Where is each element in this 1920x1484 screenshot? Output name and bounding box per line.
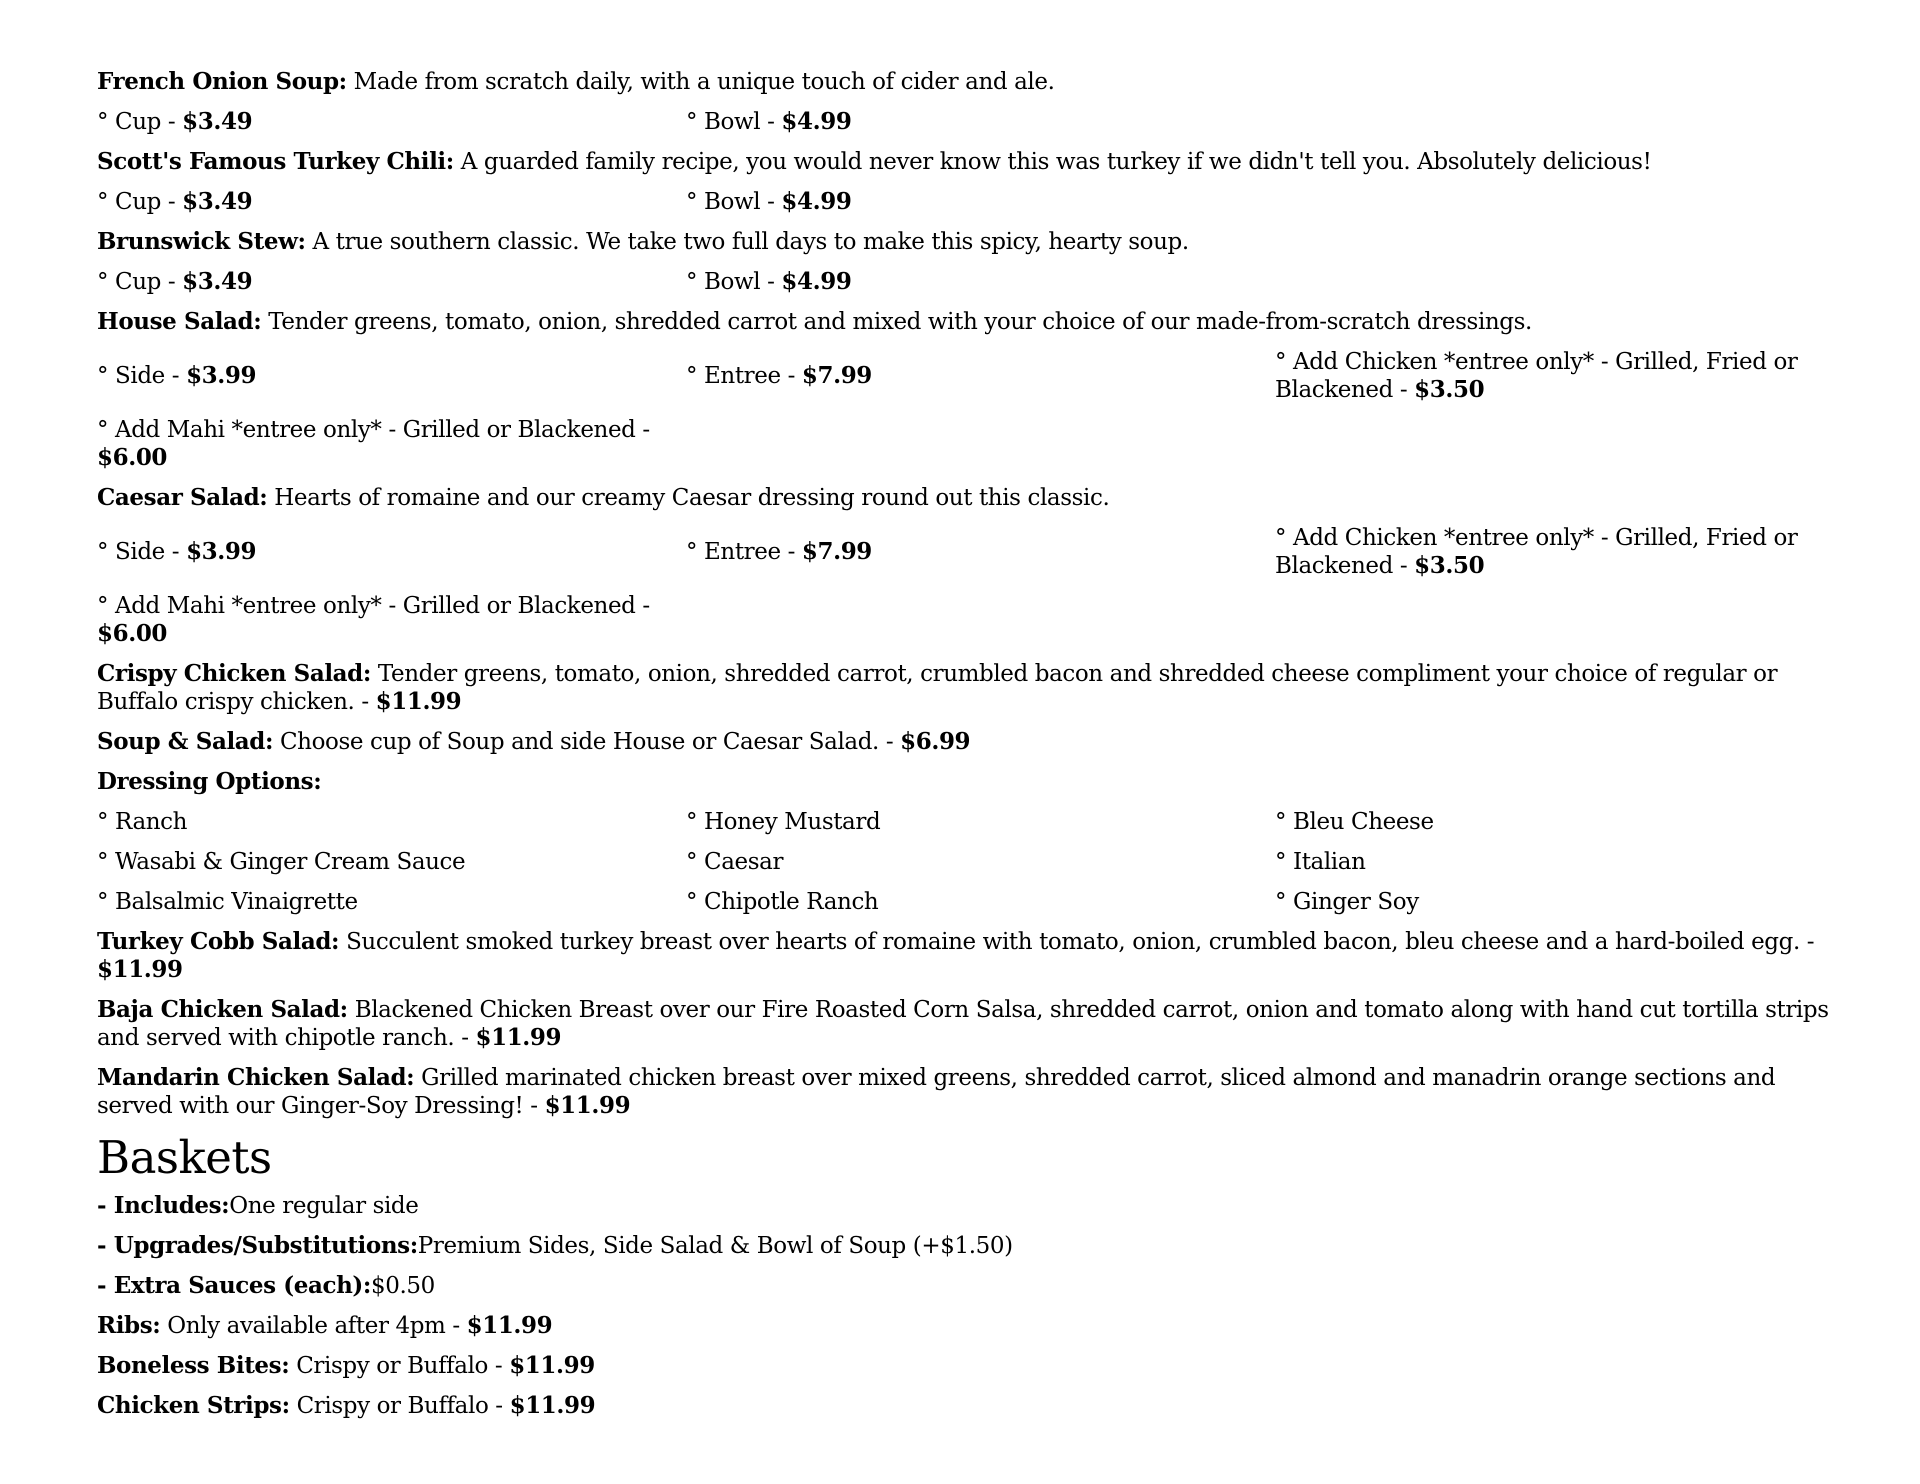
item-description: Grilled marinated chicken breast over mixed greens, shredded carrot, sliced almond and manadrin orange sections and served with our Ginger-Soy Dressing! - <box>97 1065 1776 1119</box>
dressing-option <box>686 888 1275 916</box>
item-price: $6.99 <box>900 728 971 755</box>
item-description: Choose cup of Soup and side House or Caesar Salad. - <box>279 729 901 755</box>
dressing-list <box>97 888 1837 916</box>
item-name: Mandarin Chicken Salad: <box>97 1064 415 1091</box>
option-cup <box>97 268 686 296</box>
item-price: $11.99 <box>509 1392 596 1419</box>
option-price: $3.99 <box>186 538 257 565</box>
dressing-label: Bleu Cheese <box>1293 809 1434 835</box>
item-price: $11.99 <box>97 956 183 983</box>
option-price: $6.00 <box>97 444 168 471</box>
option-price: $4.99 <box>781 188 852 215</box>
menu-item-turkey-chili <box>97 148 1837 176</box>
option-price: $3.50 <box>1414 376 1485 403</box>
option-price: $7.99 <box>801 362 872 389</box>
item-name: French Onion Soup: <box>97 68 347 95</box>
option-label: Cup - <box>115 269 183 295</box>
baskets-extra-sauces <box>97 1272 1837 1300</box>
menu-item-brunswick-stew <box>97 228 1837 256</box>
section-heading-baskets: Baskets <box>97 1131 272 1184</box>
info-label: - Includes: <box>97 1192 230 1219</box>
dressing-label: Balsalmic Vinaigrette <box>115 889 358 915</box>
option-price: $4.99 <box>781 268 852 295</box>
item-name: Caesar Salad: <box>97 484 268 511</box>
option-side <box>97 362 686 390</box>
baskets-includes <box>97 1192 1837 1220</box>
option-price: $3.49 <box>182 188 253 215</box>
dressing-option <box>1275 808 1815 836</box>
option-entree <box>686 362 1275 390</box>
option-price: $3.99 <box>186 362 257 389</box>
option-label: Add Chicken *entree only* - Grilled, Fried or Blackened - <box>1275 525 1798 579</box>
dressing-option <box>1275 848 1815 876</box>
item-description: Only available after 4pm - <box>167 1313 467 1339</box>
menu-item-chicken-strips <box>97 1392 1837 1420</box>
item-description: Tender greens, tomato, onion, shredded carrot, crumbled bacon and shredded cheese compliment your choice of regular or Buffalo crispy chicken. - <box>97 661 1778 715</box>
dressing-label: Caesar <box>704 849 784 875</box>
option-entree <box>686 538 1275 566</box>
dressing-option <box>97 808 686 836</box>
item-name: Soup & Salad: <box>97 728 274 755</box>
info-value: $0.50 <box>371 1273 435 1299</box>
dressing-label: Ranch <box>115 809 188 835</box>
item-description: Hearts of romaine and our creamy Caesar dressing round out this classic. <box>274 485 1110 511</box>
dressing-list <box>97 808 1837 836</box>
option-bowl <box>686 268 1275 296</box>
option-label: Cup - <box>115 109 183 135</box>
option-bowl <box>686 188 1275 216</box>
dressing-option <box>97 848 686 876</box>
item-name: Turkey Cobb Salad: <box>97 928 340 955</box>
option-label: Entree - <box>704 363 802 389</box>
dressing-label: Ginger Soy <box>1293 889 1419 915</box>
item-description: Crispy or Buffalo - <box>296 1393 510 1419</box>
option-add-mahi <box>97 416 686 472</box>
option-price: $3.49 <box>182 108 253 135</box>
dressing-option <box>686 808 1275 836</box>
option-label: Entree - <box>704 539 802 565</box>
option-price: $3.49 <box>182 268 253 295</box>
dressing-options-heading <box>97 768 1837 796</box>
size-options <box>97 188 1837 216</box>
menu-item-boneless-bites <box>97 1352 1837 1380</box>
item-description: Made from scratch daily, with a unique touch of cider and ale. <box>353 69 1055 95</box>
option-label: Add Chicken *entree only* - Grilled, Fried or Blackened - <box>1275 349 1798 403</box>
item-price: $11.99 <box>509 1352 595 1379</box>
option-cup <box>97 188 686 216</box>
size-options <box>97 416 1837 472</box>
size-options <box>97 592 1837 648</box>
item-name: Brunswick Stew: <box>97 228 306 255</box>
option-side <box>97 538 686 566</box>
item-description: A true southern classic. We take two full days to make this spicy, hearty soup. <box>312 229 1189 255</box>
item-price: $11.99 <box>466 1312 553 1339</box>
dressing-label: Wasabi & Ginger Cream Sauce <box>115 849 466 875</box>
menu-item-soup-and-salad <box>97 728 1837 756</box>
menu-item-baja-chicken-salad <box>97 996 1837 1052</box>
info-value: One regular side <box>229 1193 419 1219</box>
option-add-mahi <box>97 592 686 648</box>
info-label: - Upgrades/Substitutions: <box>97 1232 418 1259</box>
option-label: Bowl - <box>704 189 782 215</box>
option-add-chicken <box>1275 348 1815 404</box>
option-price: $6.00 <box>97 620 168 647</box>
menu-item-turkey-cobb-salad <box>97 928 1837 984</box>
option-add-chicken <box>1275 524 1815 580</box>
info-label: - Extra Sauces (each): <box>97 1272 371 1299</box>
baskets-upgrades <box>97 1232 1837 1260</box>
item-description: Blackened Chicken Breast over our Fire Roasted Corn Salsa, shredded carrot, onion and tomato along with hand cut tortilla strips and served with chipotle ranch. - <box>97 997 1829 1051</box>
menu-item-french-onion-soup <box>97 68 1837 96</box>
option-label: Bowl - <box>704 109 782 135</box>
item-name: House Salad: <box>97 308 262 335</box>
menu-item-caesar-salad <box>97 484 1837 512</box>
size-options <box>97 108 1837 136</box>
option-bowl <box>686 108 1275 136</box>
option-label: Add Mahi *entree only* - Grilled or Blackened - <box>115 593 650 619</box>
option-price: $7.99 <box>801 538 872 565</box>
item-name: Boneless Bites: <box>97 1352 290 1379</box>
dressing-option <box>686 848 1275 876</box>
option-label: Add Mahi *entree only* - Grilled or Blackened - <box>115 417 650 443</box>
item-description: Tender greens, tomato, onion, shredded carrot and mixed with your choice of our made-from-scratch dressings. <box>268 309 1532 335</box>
option-price: $3.50 <box>1414 552 1485 579</box>
size-options <box>97 524 1837 580</box>
option-price: $4.99 <box>781 108 852 135</box>
dressing-label: Italian <box>1293 849 1366 875</box>
menu-page <box>97 68 1837 1432</box>
menu-item-ribs <box>97 1312 1837 1340</box>
section-label: Dressing Options: <box>97 768 322 795</box>
item-price: $11.99 <box>375 688 462 715</box>
dressing-option <box>97 888 686 916</box>
dressing-list <box>97 848 1837 876</box>
option-label: Side - <box>115 539 187 565</box>
dressing-label: Honey Mustard <box>704 809 881 835</box>
item-name: Crispy Chicken Salad: <box>97 660 371 687</box>
size-options <box>97 348 1837 404</box>
item-name: Baja Chicken Salad: <box>97 996 348 1023</box>
item-description: Crispy or Buffalo - <box>296 1353 510 1379</box>
item-name: Scott's Famous Turkey Chili: <box>97 148 454 175</box>
item-description: A guarded family recipe, you would never know this was turkey if we didn't tell you. Absolutely delicious! <box>460 149 1652 175</box>
option-label: Side - <box>115 363 187 389</box>
item-name: Ribs: <box>97 1312 161 1339</box>
size-options <box>97 268 1837 296</box>
menu-item-crispy-chicken-salad <box>97 660 1837 716</box>
item-description: Succulent smoked turkey breast over hearts of romaine with tomato, onion, crumbled bacon, bleu cheese and a hard-boiled egg. - <box>346 929 1815 955</box>
dressing-label: Chipotle Ranch <box>704 889 879 915</box>
dressing-option <box>1275 888 1815 916</box>
info-value: Premium Sides, Side Salad & Bowl of Soup (+$1.50) <box>417 1233 1013 1259</box>
item-price: $11.99 <box>475 1024 562 1051</box>
option-label: Cup - <box>115 189 183 215</box>
menu-item-house-salad <box>97 308 1837 336</box>
option-label: Bowl - <box>704 269 782 295</box>
menu-item-mandarin-chicken-salad <box>97 1064 1837 1120</box>
item-price: $11.99 <box>544 1092 631 1119</box>
item-name: Chicken Strips: <box>97 1392 290 1419</box>
option-cup <box>97 108 686 136</box>
